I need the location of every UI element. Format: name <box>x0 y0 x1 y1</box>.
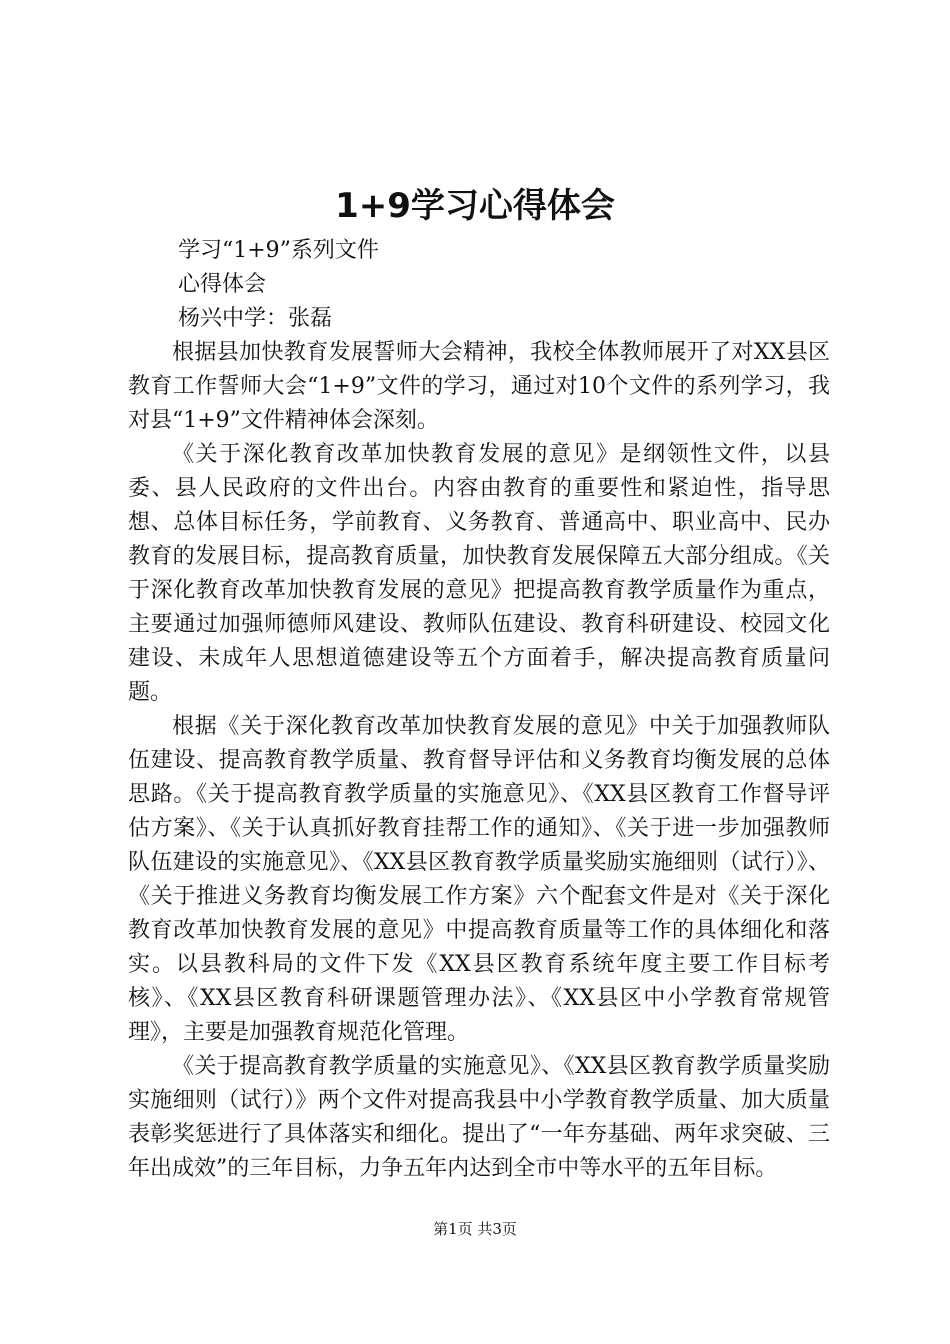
document-body <box>128 234 830 1186</box>
meta-line-series: 学习“1+9”系列文件 <box>178 238 379 263</box>
meta-line-author: 杨兴中学：张磊 <box>178 306 333 331</box>
meta-line-subtitle: 心得体会 <box>178 272 267 297</box>
page-number-footer: 第1页 共3页 <box>433 1220 517 1238</box>
body-paragraph: 根据县加快教育发展誓师大会精神，我校全体教师展开了对XX县区教育工作誓师大会“1+9”文件的学习，通过对10个文件的系列学习，我对县“1+9”文件精神体会深刻。 <box>128 340 830 433</box>
document-title: 1+9学习心得体会 <box>335 186 615 226</box>
body-paragraph: 根据《关于深化教育改革加快教育发展的意见》中关于加强教师队伍建设、提高教育教学质量、教育督导评估和义务教育均衡发展的总体思路。《关于提高教育教学质量的实施意见》、《XX县区教育工作督导评估方案》、《关于认真抓好教育挂帮工作的通知》、《关于进一步加强教师队伍建设的实施意见》、《XX县区教育教学质量奖励实施细则（试行）》、《关于推进义务教育均衡发展工作方案》六个配套文件是对《关于深化教育改革加快教育发展的意见》中提高教育质量等工作的具体细化和落实。以县教科局的文件下发《XX县区教育系统年度主要工作目标考核》、《XX县区教育科研课题管理办法》、《XX县区中小学教育常规管理》，主要是加强教育规范化管理。 <box>128 714 830 1045</box>
body-paragraph: 《关于深化教育改革加快教育发展的意见》是纲领性文件，以县委、县人民政府的文件出台。内容由教育的重要性和紧迫性，指导思想、总体目标任务，学前教育、义务教育、普通高中、职业高中、民办教育的发展目标，提高教育质量，加快教育发展保障五大部分组成。《关于深化教育改革加快教育发展的意见》把提高教育教学质量作为重点，主要通过加强师德师风建设、教师队伍建设、教育科研建设、校园文化建设、未成年人思想道德建设等五个方面着手，解决提高教育质量问题。 <box>128 442 830 705</box>
body-paragraph: 《关于提高教育教学质量的实施意见》、《XX县区教育教学质量奖励实施细则（试行）》两个文件对提高我县中小学教育教学质量、加大质量表彰奖惩进行了具体落实和细化。提出了“一年夯基础、两年求突破、三年出成效”的三年目标，力争五年内达到全市中等水平的五年目标。 <box>128 1054 830 1181</box>
